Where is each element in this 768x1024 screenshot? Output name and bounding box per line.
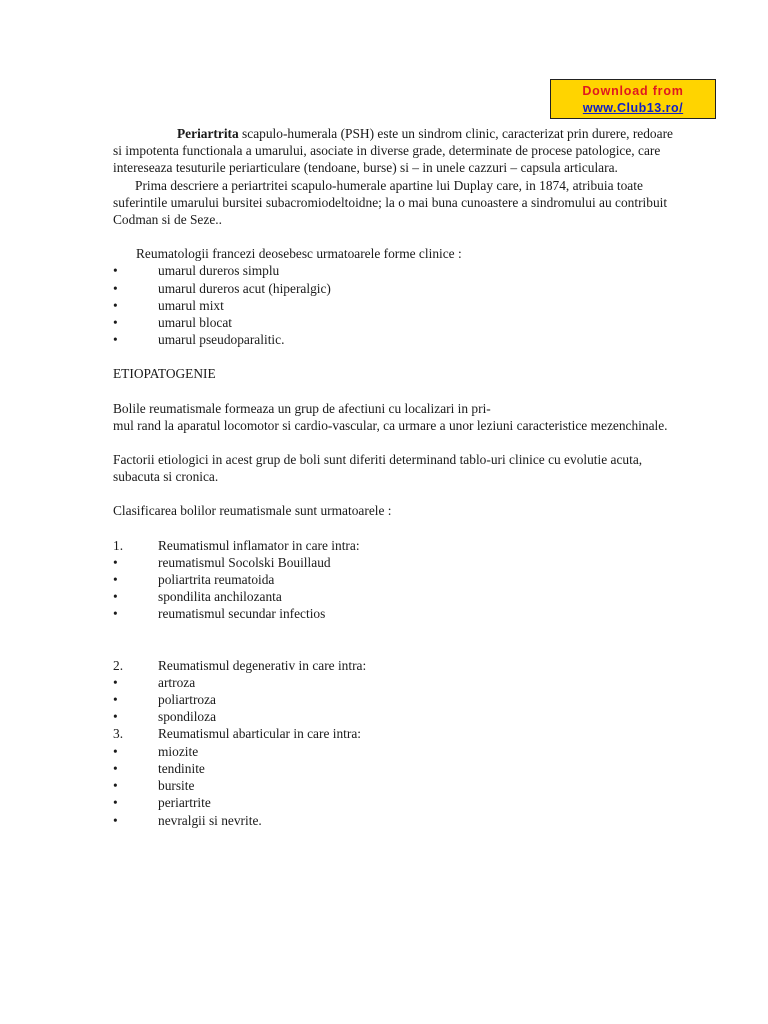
bullet-item	[113, 571, 673, 588]
item-text: periartrite	[158, 795, 211, 811]
forms-lead: Reumatologii francezi deosebesc urmatoarele forme clinice :	[136, 246, 462, 262]
item-text: Reumatismul degenerativ in care intra:	[158, 657, 367, 673]
etio-paragraph-1: Bolile reumatismale formeaza un grup de afectiuni cu localizari in pri- mul rand la aparatul locomotor si cardio-vascular, ca urmare a unor leziuni caracteristice mezenchinale.	[113, 400, 668, 433]
document-body	[113, 125, 673, 829]
bullet-marker: •	[113, 743, 118, 759]
bullet-marker: •	[113, 709, 118, 725]
intro-paragraph	[113, 125, 673, 177]
bullet-item	[113, 262, 673, 279]
item-text: spondiloza	[158, 709, 217, 725]
item-text: tendinite	[158, 760, 205, 776]
section-heading: ETIOPATOGENIE	[113, 366, 216, 382]
bullet-item	[113, 708, 673, 725]
item-number: 2.	[113, 657, 124, 673]
classification-lead: Clasificarea bolilor reumatismale sunt urmatoarele :	[113, 503, 392, 519]
item-text: spondilita anchilozanta	[158, 589, 282, 605]
bullet-item	[113, 760, 673, 777]
bullet-marker: •	[113, 812, 118, 828]
intro-term: Periartrita	[177, 126, 239, 141]
item-text: umarul dureros simplu	[158, 263, 280, 279]
bullet-item	[113, 588, 673, 605]
bullet-marker: •	[113, 795, 118, 811]
bullet-item	[113, 794, 673, 811]
item-text: bursite	[158, 778, 195, 794]
bullet-marker: •	[113, 778, 118, 794]
item-text: umarul dureros acut (hiperalgic)	[158, 280, 331, 296]
bullet-marker: •	[113, 674, 118, 690]
classification-list	[113, 537, 673, 829]
bullet-marker: •	[113, 332, 118, 348]
item-text: umarul mixt	[158, 297, 224, 313]
bullet-item	[113, 554, 673, 571]
intro-text: scapulo-humerala (PSH) este un sindrom clinic, caracterizat prin durere, redoare si impotenta functionala a umarului, asociate in diverse grade, determinate de procese patologice, care intereseaza tesuturile periarticulare (tendoane, burse) si – in unele cazzuri – capsula articulara.	[113, 126, 673, 176]
item-text: poliartroza	[158, 692, 216, 708]
banner-link[interactable]: www.Club13.ro/	[582, 101, 684, 115]
history-paragraph: Prima descriere a periartritei scapulo-humerale apartine lui Duplay care, in 1874, atribuia toate suferintile umarului bursitei subacromiodeltoidne; la o mai buna cunoastere a sindromului au contribuit Codman si de Seze..	[113, 177, 668, 228]
numbered-item	[113, 725, 673, 742]
item-text: reumatismul secundar infectios	[158, 606, 326, 622]
banner-text: Download from	[582, 84, 684, 98]
etio-paragraph-2: Factorii etiologici in acest grup de boli sunt diferiti determinand tablo-uri clinice cu evolutie acuta, subacuta si cronica.	[113, 452, 643, 485]
numbered-item	[113, 537, 673, 554]
item-text: reumatismul Socolski Bouillaud	[158, 554, 331, 570]
bullet-item	[113, 674, 673, 691]
item-text: nevralgii si nevrite.	[158, 812, 262, 828]
item-text: umarul blocat	[158, 315, 232, 331]
bullet-item	[113, 280, 673, 297]
bullet-marker: •	[113, 263, 118, 279]
bullet-item	[113, 297, 673, 314]
item-text: poliartrita reumatoida	[158, 572, 275, 588]
bullet-item	[113, 743, 673, 760]
bullet-marker: •	[113, 692, 118, 708]
bullet-item	[113, 812, 673, 829]
bullet-marker: •	[113, 315, 118, 331]
bullet-marker: •	[113, 297, 118, 313]
bullet-item	[113, 605, 673, 622]
bullet-marker: •	[113, 280, 118, 296]
item-text: artroza	[158, 674, 196, 690]
item-text: Reumatismul abarticular in care intra:	[158, 726, 362, 742]
bullet-marker: •	[113, 572, 118, 588]
item-text: Reumatismul inflamator in care intra:	[158, 537, 360, 553]
bullet-item	[113, 777, 673, 794]
forms-list	[113, 262, 673, 348]
download-banner[interactable]	[550, 79, 716, 119]
bullet-item	[113, 691, 673, 708]
bullet-marker: •	[113, 589, 118, 605]
item-text: umarul pseudoparalitic.	[158, 332, 285, 348]
bullet-item	[113, 314, 673, 331]
item-text: miozite	[158, 743, 199, 759]
item-number: 1.	[113, 537, 124, 553]
item-number: 3.	[113, 726, 124, 742]
bullet-item	[113, 331, 673, 348]
bullet-marker: •	[113, 554, 118, 570]
bullet-marker: •	[113, 606, 118, 622]
numbered-item	[113, 657, 673, 674]
bullet-marker: •	[113, 760, 118, 776]
